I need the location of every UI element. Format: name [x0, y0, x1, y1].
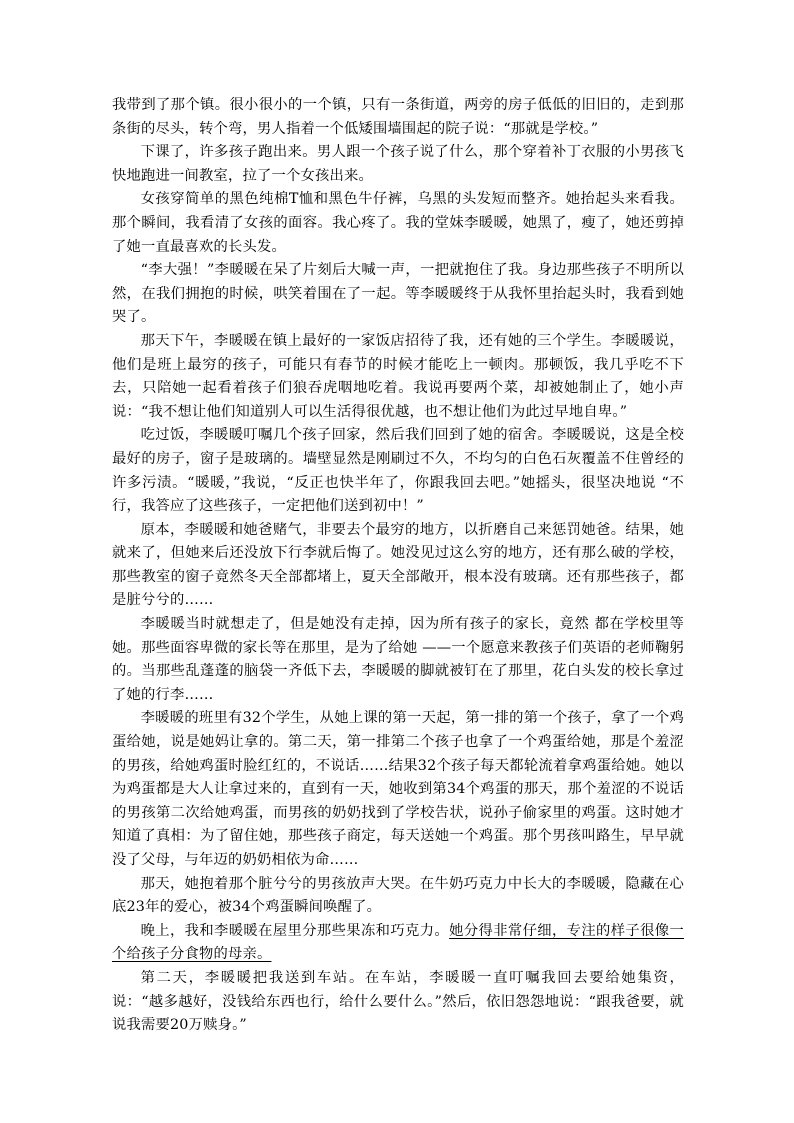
paragraph: 第二天，李暖暖把我送到车站。在车站，李暖暖一直叮嘱我回去要给她集资，说：“越多越好，没钱给东西也行，给什么要什么。”然后，依旧怨怨地说：“跟我爸要，就说我需要20万赎身。”	[112, 969, 684, 1034]
paragraph-text: 晚上，我和李暖暖在屋里分那些果冻和巧克力。	[140, 922, 450, 939]
paragraph-with-underline	[112, 920, 684, 967]
paragraph: 那天下午，李暖暖在镇上最好的一家饭店招待了我，还有她的三个学生。李暖暖说，他们是班上最穷的孩子，可能只有春节的时候才能吃上一顿肉。那顿饭，我几乎吃不下去，只陪她一起看着孩子们狼吞虎咽地吃着。我说再要两个菜，却被她制止了，她小声说：“我不想让他们知道别人可以生活得很优越，也不想让他们为此过早地自卑。”	[112, 332, 684, 420]
paragraph: 女孩穿简单的黑色纯棉T恤和黑色牛仔裤，乌黑的头发短而整齐。她抬起头来看我。那个瞬间，我看清了女孩的面容。我心疼了。我的堂妹李暖暖，她黑了，瘦了，她还剪掉了她一直最喜欢的长头发。	[112, 191, 684, 255]
paragraph: 李暖暖的班里有32个学生，从她上课的第一天起，第一排的第一个孩子，拿了一个鸡蛋给她，说是她妈让拿的。第二天，第一排第二个孩子也拿了一个鸡蛋给她，那是个羞涩的男孩，给她鸡蛋时脸红红的，不说话……结果32个孩子每天都轮流着拿鸡蛋给她。她以为鸡蛋都是大人让拿过来的，直到有一天，她收到第34个鸡蛋的那天，那个羞涩的不说话的男孩第二次给她鸡蛋，而男孩的奶奶找到了学校告状，说孙子偷家里的鸡蛋。这时她才知道了真相：为了留住她，那些孩子商定，每天送她一个鸡蛋。那个男孩叫路生，早早就没了父母，与年迈的奶奶相依为命……	[112, 710, 684, 868]
document-page	[112, 94, 684, 1038]
paragraph: 我带到了那个镇。很小很小的一个镇，只有一条街道，两旁的房子低低的旧旧的，走到那条街的尽头，转个弯，男人指着一个低矮围墙围起的院子说：“那就是学校。”	[112, 97, 684, 137]
paragraph: 那天，她抱着那个脏兮兮的男孩放声大哭。在牛奶巧克力中长大的李暖暖，隐藏在心底23年的爱心，被34个鸡蛋瞬间唤醒了。	[112, 875, 684, 916]
paragraph: 下课了，许多孩子跑出来。男人跟一个孩子说了什么，那个穿着补丁衣服的小男孩飞快地跑进一间教室，拉了一个女孩出来。	[112, 144, 684, 184]
paragraph: 李暖暖当时就想走了，但是她没有走掉，因为所有孩子的家长，竟然 都在学校里等她。那些面容卑微的家长等在那里，是为了给她 ——一个愿意来教孩子们英语的老师鞠躬的。当那些乱蓬蓬的脑袋一齐低下去，李暖暖的脚就被钉在了那里，花白头发的校长拿过了她的行李……	[112, 616, 684, 703]
underlined-sentence: 她分得非常仔细，专注的样子很像一个给孩子分食物的母亲。	[112, 922, 684, 963]
paragraph: “李大强！”李暖暖在呆了片刻后大喊一声，一把就抱住了我。身边那些孩子不明所以然，在我们拥抱的时候，哄笑着围在了一起。等李暖暖终于从我怀里抬起头时，我看到她哭了。	[112, 262, 684, 326]
paragraph: 吃过饭，李暖暖叮嘱几个孩子回家，然后我们回到了她的宿舍。李暖暖说，这是全校最好的房子，窗子是玻璃的。墙壁显然是刚刷过不久，不均匀的白色石灰覆盖不住曾经的许多污渍。“暖暖，”我说，“反正也快半年了，你跟我回去吧。”她摇头，很坚决地说 “不行，我答应了这些孩子，一定把他们送到初中！”	[112, 427, 684, 515]
paragraph: 原本，李暖暖和她爸赌气，非要去个最穷的地方，以折磨自己来惩罚她爸。结果，她就来了，但她来后还没放下行李就后悔了。她没见过这么穷的地方，还有那么破的学校，那些教室的窗子竟然冬天全部都堵上，夏天全部敞开，根本没有玻璃。还有那些孩子，都是脏兮兮的……	[112, 521, 684, 609]
